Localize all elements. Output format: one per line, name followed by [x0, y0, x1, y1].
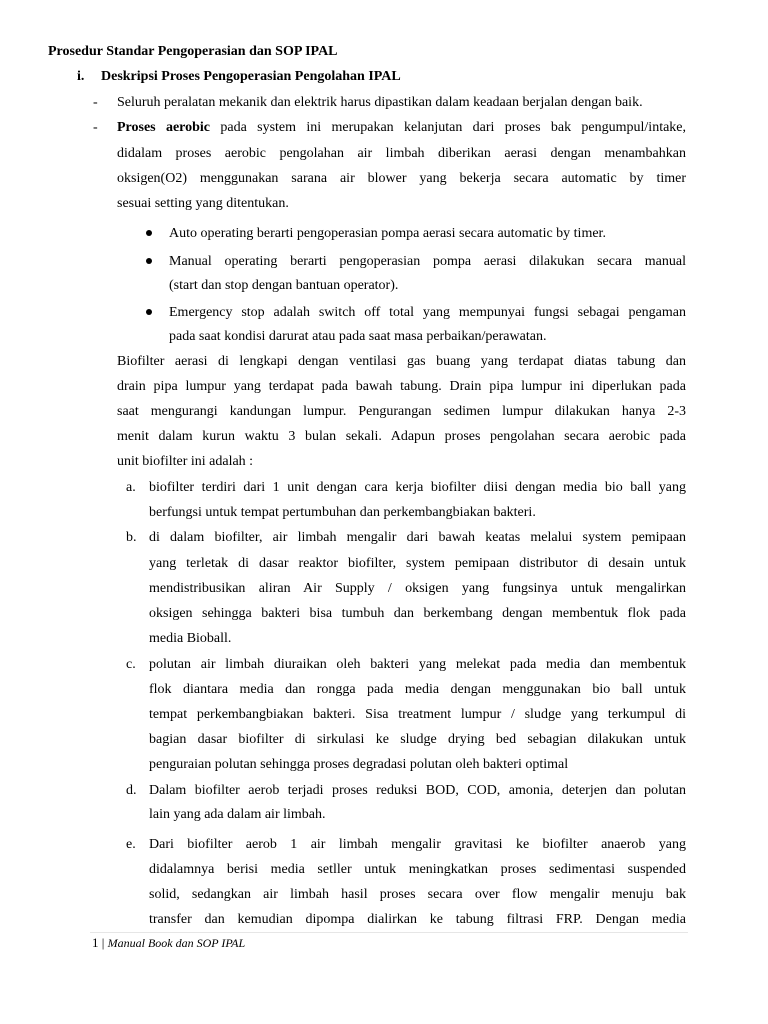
list-item-line: transfer dan kemudian dipompa dialirkan ke tabung filtrasi FRP. Dengan media [149, 912, 686, 927]
page-number: 1 [92, 935, 99, 950]
paragraph-line: drain pipa lumpur yang terdapat pada bawah tabung. Drain pipa lumpur ini diperlukan pada [117, 379, 686, 394]
list-item-line: berfungsi untuk tempat pertumbuhan dan perkembangbiakan bakteri. [149, 505, 536, 520]
paragraph-line: saat mengurangi kandungan lumpur. Pengurangan sedimen lumpur dilakukan hanya 2-3 [117, 404, 686, 419]
list-marker: c. [126, 657, 136, 672]
paragraph-line: menit dalam kurun waktu 3 bulan sekali. Adapun proses pengolahan secara aerobic pada [117, 429, 686, 444]
list-item-line: yang terletak di dasar reaktor biofilter, system pemipaan distributor di desain untuk [149, 556, 686, 571]
list-item-line: Dalam biofilter aerob terjadi proses reduksi BOD, COD, amonia, deterjen dan polutan [149, 783, 686, 798]
paragraph-line: Biofilter aerasi di lengkapi dengan ventilasi gas buang yang terdapat diatas tabung dan [117, 354, 686, 369]
bullet-text: Auto operating berarti pengoperasian pompa aerasi secara automatic by timer. [169, 226, 606, 241]
bullet-text: Emergency stop adalah switch off total yang mempunyai fungsi sebagai pengaman [169, 305, 686, 320]
list-item-line: media Bioball. [149, 631, 232, 646]
list-marker: b. [126, 530, 137, 545]
bullet-dot-icon [146, 230, 152, 236]
list-marker: d. [126, 783, 137, 798]
dash-marker: - [93, 120, 98, 135]
bullet-text: pada saat kondisi darurat atau pada saat masa perbaikan/perawatan. [169, 329, 547, 344]
list-item-line: penguraian polutan sehingga proses degradasi polutan oleh bakteri optimal [149, 757, 569, 772]
list-item-line: solid, sedangkan air limbah hasil proses secara over flow mengalir menuju bak [149, 887, 686, 902]
dash-item-text: Seluruh peralatan mekanik dan elektrik harus dipastikan dalam keadaan berjalan dengan baik. [117, 95, 643, 110]
paragraph-line: unit biofilter ini adalah : [117, 454, 254, 469]
dash-item-line: sesuai setting yang ditentukan. [117, 196, 289, 211]
bold-lead: Proses aerobic [117, 120, 211, 135]
list-item-line: oksigen sehingga bakteri bisa tumbuh dan berkembang dengan membentuk flok pada [149, 606, 686, 621]
dash-item-line [117, 119, 686, 137]
list-item-line: Dari biofilter aerob 1 air limbah mengalir gravitasi ke biofilter anaerob yang [149, 837, 686, 852]
list-item-line: flok diantara media dan rongga pada media dengan menggunakan bio ball untuk [149, 682, 686, 697]
dash-item-line: oksigen(O2) menggunakan sarana air blower yang bekerja secara automatic by timer [117, 171, 686, 186]
footer-title: Manual Book dan SOP IPAL [107, 936, 246, 950]
bullet-text: Manual operating berarti pengoperasian pompa aerasi dilakukan secara manual [169, 254, 686, 269]
section-title: Deskripsi Proses Pengoperasian Pengolahan IPAL [101, 69, 401, 84]
page-footer [92, 935, 245, 951]
bullet-dot-icon [146, 309, 152, 315]
footer-divider [90, 932, 688, 933]
footer-separator: | [101, 935, 105, 950]
list-item-line: tempat perkembangbiakan bakteri. Sisa treatment lumpur / sludge yang terkumpul di [149, 707, 686, 722]
list-item-line: bagian dasar biofilter di sirkulasi ke sludge drying bed sebagian dilakukan untuk [149, 732, 686, 747]
list-item-line: mendistribusikan aliran Air Supply / oksigen yang fungsinya untuk mengalirkan [149, 581, 686, 596]
bullet-dot-icon [146, 258, 152, 264]
dash-marker: - [93, 95, 98, 110]
list-marker: e. [126, 837, 136, 852]
list-item-line: didalamnya berisi media setller untuk meningkatkan proses sedimentasi suspended [149, 862, 686, 877]
list-item-line: biofilter terdiri dari 1 unit dengan cara kerja biofilter diisi dengan media bio ball yang [149, 480, 686, 495]
document-heading: Prosedur Standar Pengoperasian dan SOP IPAL [48, 44, 338, 59]
section-marker: i. [77, 69, 85, 84]
dash-item-rest: pada system ini merupakan kelanjutan dari proses bak pengumpul/intake, [220, 120, 687, 135]
list-item-line: polutan air limbah diuraikan oleh bakteri yang melekat pada media dan membentuk [149, 657, 686, 672]
list-item-line: di dalam biofilter, air limbah mengalir dari bawah keatas melalui system pemipaan [149, 530, 686, 545]
dash-item-line: didalam proses aerobic pengolahan air limbah diberikan aerasi dengan menambahkan [117, 146, 686, 161]
list-item-line: lain yang ada dalam air limbah. [149, 807, 326, 822]
bullet-text: (start dan stop dengan bantuan operator). [169, 278, 399, 293]
list-marker: a. [126, 480, 136, 495]
